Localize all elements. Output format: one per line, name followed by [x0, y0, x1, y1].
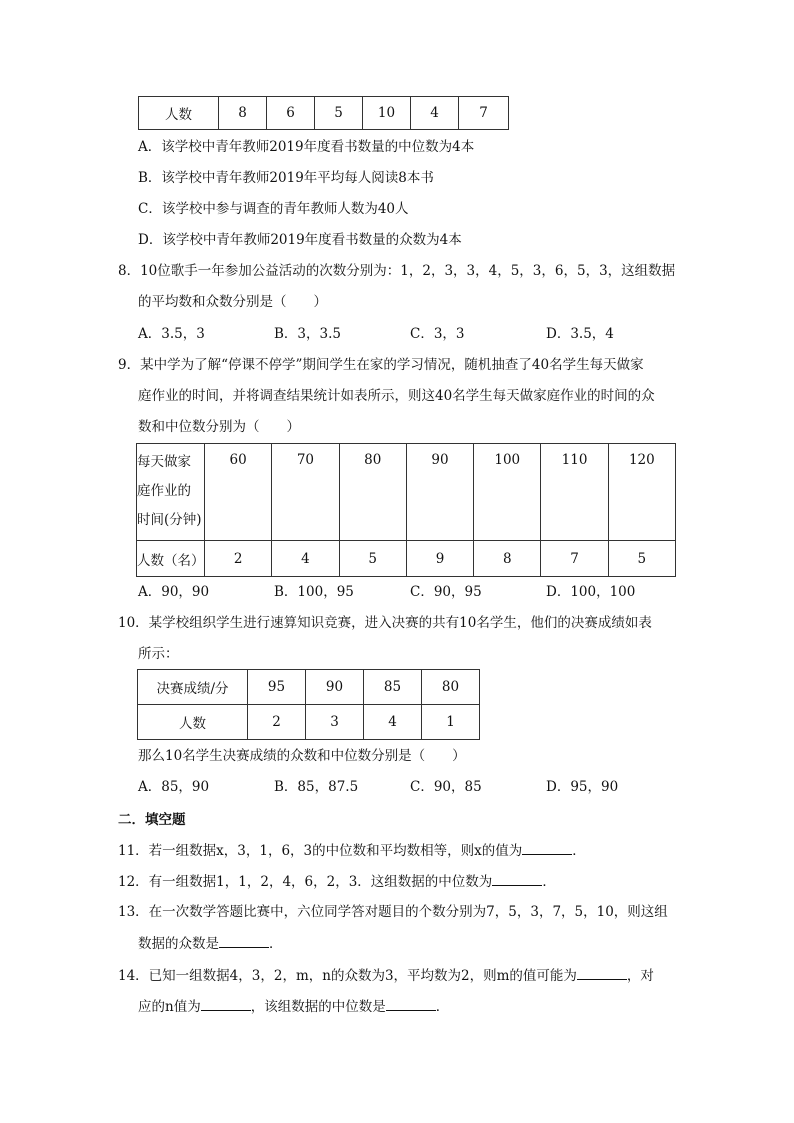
header-line: 庭作业的	[137, 483, 191, 499]
header-cell	[137, 444, 205, 541]
table-cell: 60	[205, 444, 272, 541]
table-row	[138, 670, 480, 705]
q7-option-d: D．该学校中青年教师2019年度看书数量的众数为4本	[138, 232, 462, 248]
q10-table	[137, 669, 480, 740]
q12-end: ．	[542, 874, 556, 890]
q7-option-b: B．该学校中青年教师2019年平均每人阅读8本书	[138, 170, 434, 186]
header-line: 时间(分钟)	[137, 512, 202, 528]
q11-end: ．	[572, 843, 586, 859]
q8-option-c: C．3，3	[410, 326, 465, 342]
table-cell: 80	[339, 444, 406, 541]
table-row	[137, 444, 676, 541]
header-line: 每天做家	[137, 454, 191, 470]
q8-option-d: D．3.5，4	[546, 326, 614, 342]
q13-text: 数据的众数是	[138, 936, 219, 952]
table-row	[139, 97, 509, 130]
q7-table	[138, 96, 509, 130]
q9-line3: 数和中位数分别为（ ）	[138, 419, 300, 435]
table-cell: 4	[272, 541, 339, 577]
table-cell: 7	[541, 541, 608, 577]
q14-text: 应的n值为	[138, 999, 201, 1015]
row-label: 人数	[139, 97, 219, 130]
table-cell: 4	[364, 705, 422, 740]
q9-line1: 9．某中学为了解“停课不停学”期间学生在家的学习情况，随机抽查了40名学生每天做家	[118, 357, 644, 373]
table-cell: 5	[315, 97, 363, 130]
row-label: 决赛成绩/分	[138, 670, 248, 705]
q9-option-a: A．90，90	[138, 584, 210, 600]
q7-option-a: A．该学校中青年教师2019年度看书数量的中位数为4本	[138, 139, 475, 155]
q10-option-b: B．85，87.5	[274, 779, 359, 795]
q14-text-mid: ，该组数据的中位数是	[250, 999, 386, 1015]
q9-table	[136, 443, 676, 577]
answer-blank[interactable]	[522, 840, 572, 855]
table-cell: 7	[459, 97, 509, 130]
answer-blank[interactable]	[386, 996, 436, 1011]
q10-question: 那么10名学生决赛成绩的众数和中位数分别是（ ）	[138, 748, 466, 764]
table-cell: 10	[363, 97, 411, 130]
table-cell: 4	[411, 97, 459, 130]
q8-line1: 8．10位歌手一年参加公益活动的次数分别为：1，2，3，3，4，5，3，6，5，3，这组数据	[118, 263, 676, 279]
q9-option-b: B．100，95	[274, 584, 354, 600]
q14-line1	[118, 965, 654, 986]
table-cell: 1	[422, 705, 480, 740]
q14-line2	[138, 996, 449, 1017]
table-cell: 90	[406, 444, 473, 541]
row-label: 人数（名）	[137, 541, 205, 577]
q9-line2: 庭作业的时间，并将调查结果统计如表所示，则这40名学生每天做家庭作业的时间的众	[138, 388, 655, 404]
section-title: 二．填空题	[118, 812, 186, 828]
table-cell: 2	[248, 705, 306, 740]
answer-blank[interactable]	[492, 871, 542, 886]
q10-line2: 所示：	[138, 646, 179, 662]
table-cell: 120	[608, 444, 675, 541]
table-cell: 110	[541, 444, 608, 541]
q8-line2: 的平均数和众数分别是（ ）	[138, 294, 327, 310]
table-cell: 85	[364, 670, 422, 705]
table-cell: 2	[205, 541, 272, 577]
table-row	[138, 705, 480, 740]
q8-option-b: B．3，3.5	[274, 326, 341, 342]
table-cell: 70	[272, 444, 339, 541]
table-cell: 5	[339, 541, 406, 577]
table-cell: 6	[267, 97, 315, 130]
table-row	[137, 541, 676, 577]
q12-text: 12．有一组数据1，1，2，4，6，2，3．这组数据的中位数为	[118, 874, 493, 890]
q14-text: 14．已知一组数据4，3，2，m，n的众数为3，平均数为2，则m的值可能为	[118, 968, 577, 984]
q11	[118, 840, 586, 861]
row-label: 人数	[138, 705, 248, 740]
table-cell: 8	[219, 97, 267, 130]
table-cell: 3	[306, 705, 364, 740]
q13-line1: 13．在一次数学答题比赛中，六位同学答对题目的个数分别为7，5，3，7，5，10，则这组	[118, 904, 668, 920]
q10-line1: 10．某学校组织学生进行速算知识竞赛，进入决赛的共有10名学生，他们的决赛成绩如表	[118, 615, 652, 631]
q9-option-c: C．90，95	[410, 584, 482, 600]
table-cell: 8	[474, 541, 541, 577]
table-cell: 95	[248, 670, 306, 705]
q8-option-a: A．3.5，3	[138, 326, 205, 342]
q7-option-c: C．该学校中参与调查的青年教师人数为40人	[138, 201, 409, 217]
table-cell: 80	[422, 670, 480, 705]
table-cell: 9	[406, 541, 473, 577]
q13-line2	[138, 933, 283, 954]
q10-option-d: D．95，90	[546, 779, 619, 795]
q9-option-d: D．100，100	[546, 584, 636, 600]
answer-blank[interactable]	[577, 965, 627, 980]
q11-text: 11．若一组数据x，3，1，6，3的中位数和平均数相等，则x的值为	[118, 843, 523, 859]
q10-option-c: C．90，85	[410, 779, 482, 795]
table-cell: 100	[474, 444, 541, 541]
q13-end: ．	[269, 936, 283, 952]
answer-blank[interactable]	[201, 996, 251, 1011]
table-cell: 5	[608, 541, 675, 577]
q10-option-a: A．85，90	[138, 779, 210, 795]
table-cell: 90	[306, 670, 364, 705]
answer-blank[interactable]	[219, 933, 269, 948]
q14-text-end: ，对	[626, 968, 654, 984]
q12	[118, 871, 556, 892]
q14-end: ．	[435, 999, 450, 1015]
